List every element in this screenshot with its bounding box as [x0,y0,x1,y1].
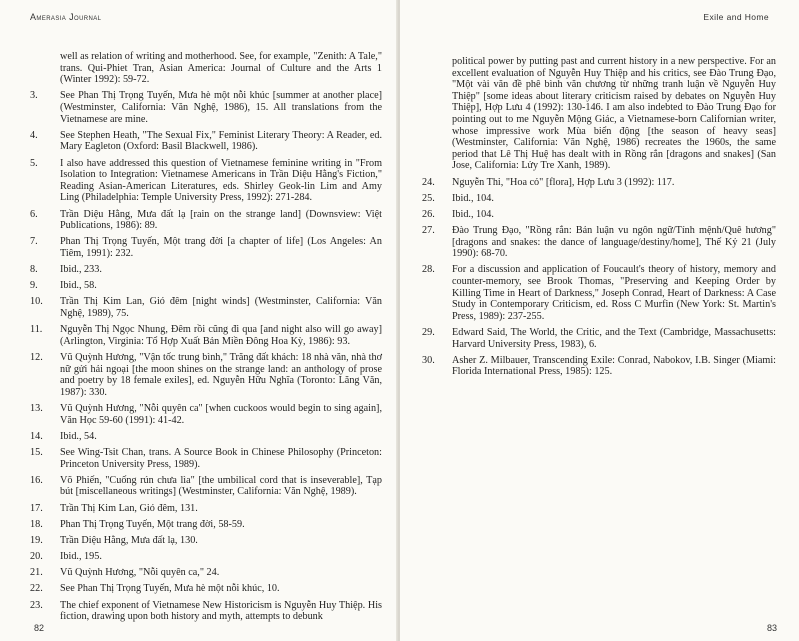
endnote-text: Nguyễn Thị Ngọc Nhung, Đêm rồi cũng đi qua [and night also will go away] (Arlington, Virginia: Tổ Hợp Xuất Bản Miền Đông Hoa Kỳ, 1986): 93. [60,324,382,347]
running-head-right: Exile and Home [703,12,769,22]
endnote [30,503,382,515]
endnote-text: See Phan Thị Trọng Tuyến, Mưa hè một nỗi khúc, 10. [60,583,280,595]
running-head-left: Amerasia Journal [30,12,102,22]
endnotes-left [30,51,382,627]
endnote-text: Võ Phiến, "Cuống rún chưa lìa" [the umbilical cord that is inseverable], Tạp bút [miscellaneous writings] (Westminster, California: Văn Nghệ, 1989). [60,474,382,498]
endnote-text: Asher Z. Milbauer, Transcending Exile: Conrad, Nabokov, I.B. Singer (Miami: Florida International Press, 1985): 125. [452,354,776,378]
endnote-text: Ibid., 104. [452,208,494,220]
endnote-number [422,56,452,172]
endnote-text: Vũ Quỳnh Hương, "Nỗi quyên ca" [when cuckoos would begin to sing again], Văn Học 59-60 (1991): 41-42. [60,402,382,426]
endnote [422,327,776,350]
right-page [400,0,799,641]
endnote [30,264,382,276]
endnote [30,130,382,153]
endnote-text: Trần Thị Kim Lan, Gió đêm, 131. [60,502,198,514]
endnote-number: 26. [422,208,435,220]
page-number-left: 82 [34,623,45,633]
endnote-number: 6. [30,208,38,220]
endnote [30,90,382,125]
endnote-number: 17. [30,502,43,514]
endnote-text: Ibid., 195. [60,551,102,563]
endnote-number: 9. [30,280,38,292]
endnote [30,236,382,259]
endnote [422,225,776,260]
endnote-number: 25. [422,192,435,204]
endnote [30,403,382,426]
endnote-number: 8. [30,264,38,276]
endnote-number: 12. [30,352,43,363]
endnote-text: Phan Thị Trọng Tuyến, Một trang đời [a chapter of life] (Los Angeles: An Tiêm, 1991): 232. [60,236,382,259]
endnote-text: See Stephen Heath, "The Sexual Fix," Feminist Literary Theory: A Reader, ed. Mary Eagleton (Oxford: Basil Blackwell, 1986). [60,129,382,153]
endnote-number: 18. [30,518,43,530]
endnote [30,535,382,547]
endnote [30,324,382,347]
page-number-right: 83 [766,623,777,633]
endnote [422,355,776,378]
endnote-text: I also have addressed this question of Vietnamese feminine writing in "From Isolation to Integration: Vietnamese Americans in Trần Diệu Hằng's Fiction," Reading Asian-American Literatures, eds. Shirley Geok-lin Lim and Amy Ling (Philadelphia: Temple University Press, 1992): 271-284. [60,157,382,204]
endnote-number: 11. [30,324,43,336]
endnote [30,600,382,623]
endnote-number: 29. [422,327,435,339]
endnote-number: 4. [30,129,38,141]
endnote-number: 10. [30,296,43,308]
endnote-text: See Phan Thị Trọng Tuyến, Mưa hè một nỗi khúc [summer at another place] (Westminster, California: Văn Nghệ, 1986), 15. All translations from the Vietnamese are mine. [60,90,382,125]
endnote [422,56,776,172]
endnote-number: 13. [30,402,43,414]
endnote [30,158,382,204]
endnote-text: Ibid., 58. [60,280,97,292]
endnote-text: Edward Said, The World, the Critic, and the Text (Cambridge, Massachusetts: Harvard University Press, 1983), 6. [452,327,776,350]
endnote-text: Ibid., 54. [60,430,97,442]
endnote-number: 20. [30,551,43,563]
left-page [0,0,398,641]
endnote [30,431,382,443]
endnote-text: Nguyễn Thi, "Hoa cỏ" [flora], Hợp Lưu 3 (1992): 117. [452,176,675,188]
endnote [30,280,382,292]
endnote-text: Ibid., 233. [60,264,102,276]
endnote-text: Trần Diệu Hằng, Mưa đất lạ [rain on the strange land] (Downsview: Việt Publications, 1986): 89. [60,208,382,232]
endnote-text: Đào Trung Đạo, "Rồng rắn: Bản luận vu ngôn ngữ/Tính mệnh/Quê hương" [dragons and snakes: the dance of language/destiny/home], Thế Kỷ 21 (July 1990): 68-70. [452,225,776,260]
endnote-text: Trần Thị Kim Lan, Gió đêm [night winds] (Westminster, California: Văn Nghệ, 1989), 75. [60,296,382,320]
endnote-text: Phan Thị Trọng Tuyến, Một trang đời, 58-59. [60,518,245,530]
endnote [30,51,382,86]
endnote [30,352,382,398]
endnote-number: 21. [30,567,43,579]
endnote-number [30,51,60,86]
endnote [30,551,382,563]
endnotes-right [422,56,776,383]
endnote-number: 5. [30,157,38,169]
endnote-number: 22. [30,583,43,595]
endnote [422,193,776,205]
endnote-text: Trần Diệu Hằng, Mưa đất lạ, 130. [60,534,198,546]
endnote [30,475,382,498]
endnote-text: Vũ Quỳnh Hương, "Nỗi quyên ca," 24. [60,567,220,579]
endnote-text: See Wing-Tsit Chan, trans. A Source Book in Chinese Philosophy (Princeton: Princeton University Press, 1989). [60,446,382,470]
endnote-text: Ibid., 104. [452,192,494,204]
endnote-text: well as relation of writing and motherhood. See, for example, "Zenith: A Tale," trans. Qui-Phiet Tran, Asian America: Journal of Culture and the Arts 1 (Winter 1992): 59-72. [60,51,383,86]
endnote [30,209,382,232]
endnote-number: 30. [422,354,435,366]
endnote-number: 19. [30,534,43,546]
endnote [30,519,382,531]
endnote-number: 15. [30,446,43,458]
endnote [30,447,382,470]
endnote [422,264,776,322]
endnote-number: 28. [422,264,435,276]
endnote-text: The chief exponent of Vietnamese New Historicism is Nguyễn Huy Thiệp. His fiction, drawing upon both history and myth, attempts to debunk [60,599,382,623]
endnote [30,296,382,319]
endnote-text: For a discussion and application of Foucault's theory of history, memory and counter-memory, see Brook Thomas, "Preserving and Keeping Order by Killing Time in Heart of Darkness," Joseph Conrad, Heart of Darkness: A Case Study in Contemporary Criticism, ed. Ross C Murfin (New York: St. Martin's Press, 1989): 237-255. [452,264,776,322]
endnote-text: Vũ Quỳnh Hương, "Vận tốc trung bình," Trăng đất khách: 18 nhà văn, nhà thơ nữ gửi hải ngoại [the moon shines on the strange land: an anthology of prose and poetry by 18 female exiles], ed. Nguyễn Hữu Nghĩa (Toronto: Lăng Văn, 1987): 330. [60,352,382,398]
endnote-number: 24. [422,176,435,188]
endnote-number: 23. [30,599,43,611]
endnote [422,177,776,189]
endnote-number: 27. [422,225,435,237]
endnote-number: 3. [30,90,38,102]
endnote-number: 14. [30,430,43,442]
endnote [30,583,382,595]
endnote-number: 7. [30,236,38,248]
endnote-text: political power by putting past and current history in a new perspective. For an excellent evaluation of Nguyễn Huy Thiệp and his critics, see Đào Trung Đạo, "Một vài văn đề phê bình văn chương từ những tranh luận về Nguyễn Huy Thiệp" [some ideas about literary criticism raised by debates on Nguyễn Huy Thiệp], Hợp Lưu 4 (1992): 130-146. I am also indebted to Đào Trung Đạo for pointing out to me Nguyễn Mộng Giác, a Vietnamese-born Californian writer, whose impressive work Mùa biển động [the season of heavy seas] (Westminster, California: Văn Nghệ, 1986) recreates the 1960s, the same period that Lê Thị Huệ has dealt with in Rồng rắn [dragons and snakes] (San Jose, California: Lửy Tre Xanh, 1989). [452,56,776,172]
endnote [30,567,382,579]
endnote-number: 16. [30,474,43,486]
endnote [422,209,776,221]
